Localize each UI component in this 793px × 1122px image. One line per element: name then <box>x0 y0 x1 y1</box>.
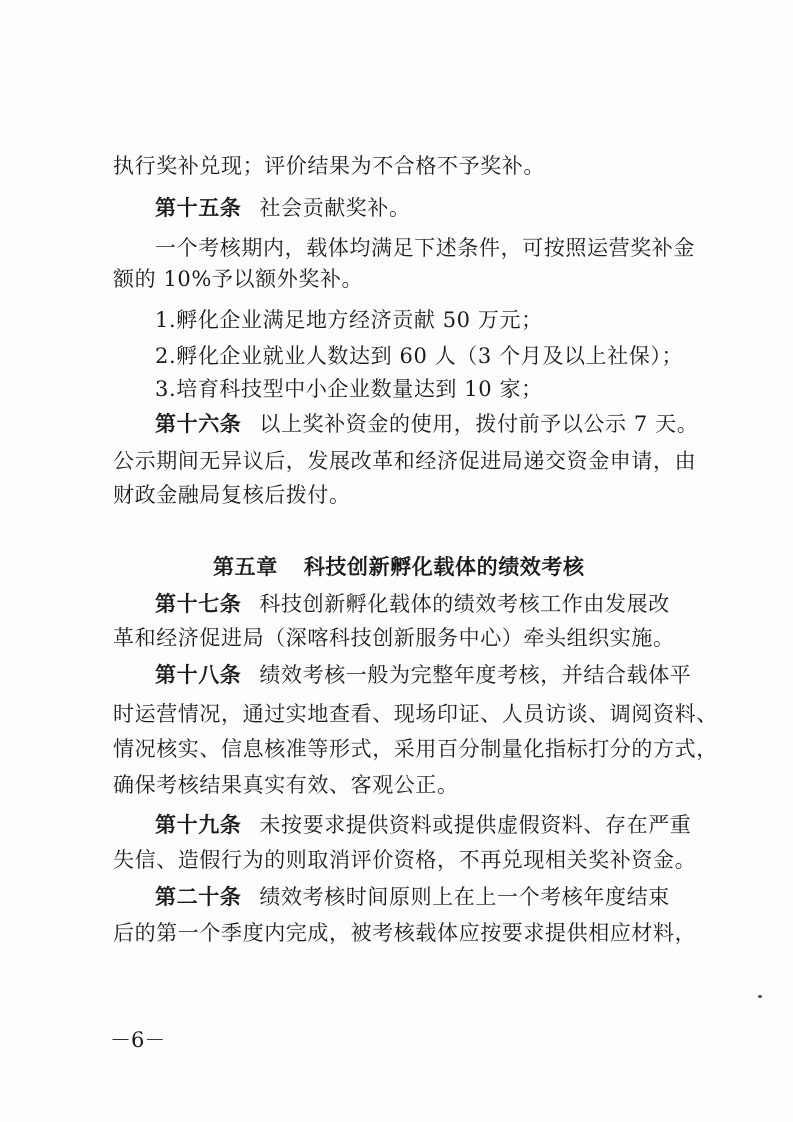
text-line: 革和经济促进局（深喀科技创新服务中心）牵头组织实施。 <box>113 626 675 650</box>
article-label: 第十六条 <box>155 411 242 436</box>
article-15 <box>155 194 411 222</box>
text-line: 确保考核结果真实有效、客观公正。 <box>113 773 459 797</box>
article-label: 第十五条 <box>155 195 242 220</box>
article-label: 第十九条 <box>155 812 242 837</box>
chapter-heading <box>213 553 585 581</box>
article-19 <box>155 811 691 839</box>
article-20 <box>155 883 670 911</box>
text-line: 额的 10%予以额外奖补。 <box>113 267 364 291</box>
text-line: 失信、造假行为的则取消评价资格，不再兑现相关奖补资金。 <box>113 848 697 872</box>
article-18 <box>155 661 691 689</box>
article-text: 绩效考核一般为完整年度考核，并结合载体平 <box>259 663 692 687</box>
chapter-number: 第五章 <box>213 554 278 579</box>
text-line: 公示期间无异议后，发展改革和经济促进局递交资金申请，由 <box>113 449 697 473</box>
text-line: 情况核实、信息核准等形式，采用百分制量化指标打分的方式， <box>113 737 718 761</box>
article-text: 以上奖补资金的使用，拨付前予以公示 7 天。 <box>259 412 699 436</box>
page-number: －6－ <box>110 1028 166 1052</box>
text-line: 时运营情况，通过实地查看、现场印证、人员访谈、调阅资料、 <box>113 702 718 726</box>
text-line: 财政金融局复核后拨付。 <box>113 483 351 507</box>
text-line: 3.培育科技型中小企业数量达到 10 家； <box>155 377 543 401</box>
article-label: 第十八条 <box>155 662 242 687</box>
article-label: 第二十条 <box>155 884 242 909</box>
article-text: 未按要求提供资料或提供虚假资料、存在严重 <box>259 813 692 837</box>
article-text: 社会贡献奖补。 <box>259 196 411 220</box>
text-line: 执行奖补兑现；评价结果为不合格不予奖补。 <box>113 154 545 178</box>
chapter-title: 科技创新孵化载体的绩效考核 <box>303 554 585 579</box>
text-line: 1.孵化企业满足地方经济贡献 50 万元； <box>155 308 543 332</box>
text-line: 后的第一个季度内完成，被考核载体应按要求提供相应材料， <box>113 921 697 945</box>
text-line: 2.孵化企业就业人数达到 60 人（3 个月及以上社保）； <box>155 344 684 368</box>
article-17 <box>155 590 670 618</box>
article-label: 第十七条 <box>155 591 242 616</box>
article-text: 科技创新孵化载体的绩效考核工作由发展改 <box>259 592 670 616</box>
article-text: 绩效考核时间原则上在上一个考核年度结束 <box>259 885 670 909</box>
scan-speck <box>758 995 762 998</box>
text-line: 一个考核期内，载体均满足下述条件，可按照运营奖补金 <box>155 236 695 260</box>
article-16 <box>155 410 698 438</box>
